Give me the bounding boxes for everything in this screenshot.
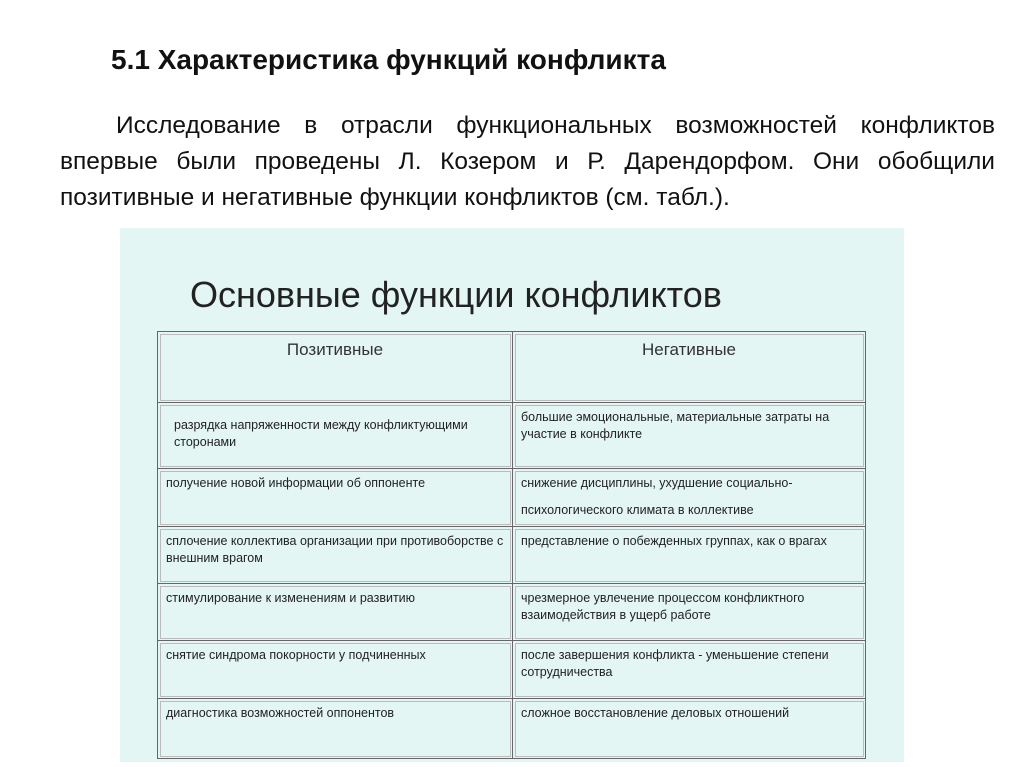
column-header-positive: Позитивные (158, 332, 513, 403)
positive-cell: разрядка напряженности между конфликтующими сторонами (158, 403, 513, 469)
positive-cell: получение новой информации об оппоненте (158, 469, 513, 527)
functions-table (157, 331, 866, 759)
negative-cell: большие эмоциональные, материальные затраты на участие в конфликте (513, 403, 866, 469)
negative-cell: представление о побежденных группах, как о врагах (513, 527, 866, 584)
negative-cell: сложное восстановление деловых отношений (513, 699, 866, 759)
table-row (158, 403, 866, 469)
negative-cell: после завершения конфликта - уменьшение степени сотрудничества (513, 641, 866, 699)
positive-cell: диагностика возможностей оппонентов (158, 699, 513, 759)
positive-cell: стимулирование к изменениям и развитию (158, 584, 513, 641)
positive-cell: снятие синдрома покорности у подчиненных (158, 641, 513, 699)
table-row (158, 527, 866, 584)
table-row (158, 641, 866, 699)
table-row (158, 699, 866, 759)
table-header-row (158, 332, 866, 403)
negative-cell-line-1: снижение дисциплины, ухудшение социально- (521, 476, 793, 490)
column-header-negative: Негативные (513, 332, 866, 403)
positive-cell: сплочение коллектива организации при противоборстве с внешним врагом (158, 527, 513, 584)
figure-title: Основные функции конфликтов (190, 274, 722, 315)
table-row (158, 584, 866, 641)
negative-cell-line-2: психологического климата в коллективе (521, 503, 754, 517)
functions-figure (120, 228, 904, 762)
intro-paragraph: Исследование в отрасли функциональных возможностей конфликтов впервые были проведены Л. Козером и Р. Дарендорфом. Они обобщили позитивные и негативные функции конфликтов (см. табл.). (60, 112, 995, 211)
page-heading: 5.1 Характеристика функций конфликта (111, 44, 666, 75)
table-row (158, 469, 866, 527)
negative-cell: чрезмерное увлечение процессом конфликтного взаимодействия в ущерб работе (513, 584, 866, 641)
negative-cell (513, 469, 866, 527)
